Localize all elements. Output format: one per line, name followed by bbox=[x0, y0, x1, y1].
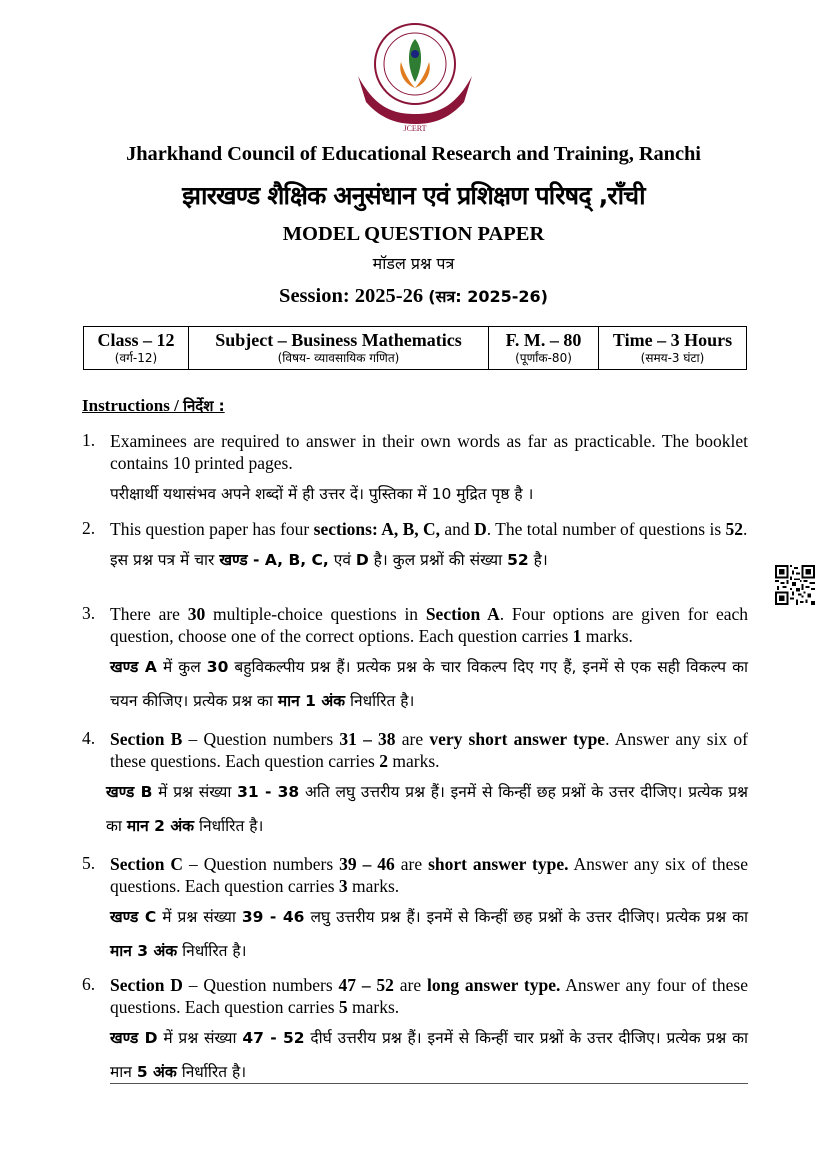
session-hi: (सत्र: 2025-26) bbox=[428, 287, 548, 306]
instruction-hi: खण्ड D में प्रश्न संख्या 47 - 52 दीर्घ उत्तरीय प्रश्न हैं। इनमें से किन्हीं चार प्रश्नों के उत्तर दीजिए। प्रत्येक प्रश्न का मान 5 अंक निर्धारित है। bbox=[110, 1029, 748, 1081]
instruction-number: 4. bbox=[82, 728, 96, 748]
paper-title-hi: मॉडल प्रश्न पत्र bbox=[372, 254, 455, 273]
session-en: Session: 2025-26 bbox=[279, 285, 424, 307]
fm-en: F. M. – 80 bbox=[505, 330, 582, 350]
full-marks-cell bbox=[489, 327, 599, 370]
fm-hi: (पूर्णांक-80) bbox=[515, 351, 572, 365]
instruction-hi: खण्ड A में कुल 30 बहुविकल्पीय प्रश्न हैं। प्रत्येक प्रश्न के चार विकल्प दिए गए हैं, इनमें से एक सही विकल्प का चयन कीजिए। प्रत्येक प्रश्न का मान 1 अंक निर्धारित है। bbox=[110, 658, 748, 710]
class-hi: (वर्ग-12) bbox=[114, 351, 158, 365]
time-hi: (समय-3 घंटा) bbox=[640, 351, 705, 365]
instruction-hi: खण्ड B में प्रश्न संख्या 31 - 38 अति लघु उत्तरीय प्रश्न हैं। इनमें से किन्हीं छह प्रश्नों के उत्तर दीजिए। प्रत्येक प्रश्न का मान 2 अंक निर्धारित है। bbox=[106, 783, 748, 835]
bottom-rule bbox=[110, 1083, 748, 1084]
class-cell bbox=[84, 327, 189, 370]
instruction-number: 2. bbox=[82, 518, 96, 538]
paper-title-en: MODEL QUESTION PAPER bbox=[282, 223, 545, 245]
time-cell bbox=[599, 327, 747, 370]
instruction-number: 6. bbox=[82, 974, 96, 994]
instruction-en: Examinees are required to answer in their own words as far as practicable. The booklet contains 10 printed pages. bbox=[110, 431, 748, 473]
time-en: Time – 3 Hours bbox=[612, 330, 733, 350]
instruction-hi: परीक्षार्थी यथासंभव अपने शब्दों में ही उत्तर दें। पुस्तिका में 10 मुद्रित पृष्ठ है । bbox=[110, 485, 534, 503]
org-name-en: Jharkhand Council of Educational Research and Training, Ranchi bbox=[126, 143, 701, 165]
instruction-en: Section B – Question numbers 31 – 38 are very short answer type. Answer any six of these questions. Each question carries 2 marks. bbox=[110, 729, 749, 771]
instruction-hi: इस प्रश्न पत्र में चार खण्ड - A, B, C, एवं D है। कुल प्रश्नों की संख्या 52 है। bbox=[110, 551, 548, 569]
instruction-en: There are 30 multiple-choice questions in Section A. Four options are given for each question, choose one of the correct options. Each question carries 1 marks. bbox=[110, 604, 748, 646]
instruction-2 bbox=[82, 518, 748, 577]
instructions-heading: Instructions / निर्देश : bbox=[82, 396, 225, 415]
logo-text: JCERT bbox=[403, 124, 427, 133]
instruction-number: 3. bbox=[82, 603, 96, 623]
instruction-en: Section C – Question numbers 39 – 46 are short answer type. Answer any six of these questions. Each question carries 3 marks. bbox=[110, 854, 748, 896]
meta-table bbox=[83, 326, 747, 370]
qr-code[interactable] bbox=[775, 565, 815, 605]
subject-cell bbox=[189, 327, 489, 370]
instruction-hi: खण्ड C में प्रश्न संख्या 39 - 46 लघु उत्तरीय प्रश्न हैं। इनमें से किन्हीं छह प्रश्नों के उत्तर दीजिए। प्रत्येक प्रश्न का मान 3 अंक निर्धारित है। bbox=[110, 908, 748, 960]
subject-hi: (विषय- व्यावसायिक गणित) bbox=[277, 351, 400, 365]
instruction-4 bbox=[82, 728, 748, 843]
instruction-number: 5. bbox=[82, 853, 96, 873]
instruction-6 bbox=[82, 974, 748, 1089]
instruction-3 bbox=[82, 603, 748, 718]
instruction-number: 1. bbox=[82, 430, 96, 450]
instruction-1 bbox=[82, 430, 748, 511]
class-en: Class – 12 bbox=[97, 330, 175, 350]
org-name-hi: झारखण्ड शैक्षिक अनुसंधान एवं प्रशिक्षण परिषद् ,राँची bbox=[182, 181, 645, 210]
instruction-en: Section D – Question numbers 47 – 52 are long answer type. Answer any four of these questions. Each question carries 5 marks. bbox=[110, 975, 748, 1017]
session-line bbox=[0, 285, 827, 308]
subject-en: Subject – Business Mathematics bbox=[215, 330, 462, 350]
jcert-logo bbox=[356, 14, 474, 134]
instruction-5 bbox=[82, 853, 748, 968]
instruction-en: This question paper has four sections: A, B, C, and D. The total number of questions is 52. bbox=[110, 519, 748, 539]
